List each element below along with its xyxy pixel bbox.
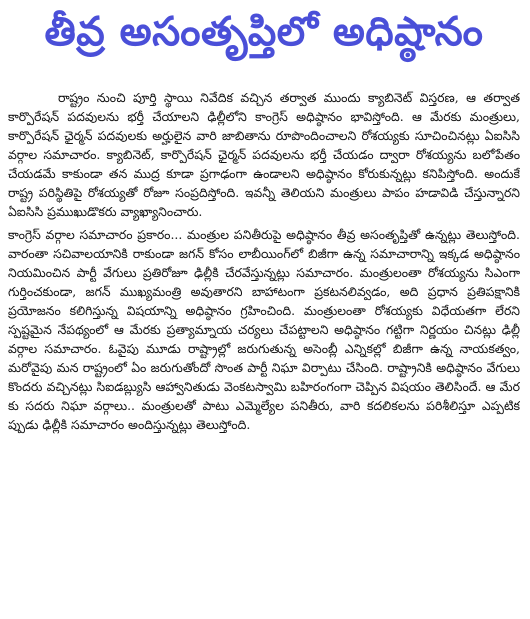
article-paragraph-2: కాంగ్రెస్ వర్గాల సమాచారం ప్రకారం... మంత్రుల పనితీరుపై అధిష్ఠానం తీవ్ర అసంతృప్తితో ఉన్నట్లు తెలుస్తోంది. వారంతా సచివాలయానికి రాకుండా జగన్ కోసం లాబీయింగ్‌లో బిజీగా ఉన్న సమాచారాన్ని ఇక్కడ అధిష్ఠానం నియమించిన పార్టీ వేగులు ప్రతిరోజూ ఢిల్లీకి చేరవేస్తున్నట్లు సమాచారం. మంత్రులంతా రోశయ్యను సిఎంగా గుర్తించకుండా, జగన్ ముఖ్యమంత్రి అవుతారని బాహాటంగా ప్రకటనలివ్వడం, అది ప్రధాన ప్రతిపక్షానికి ప్రయోజనం కలిగిస్తున్న విషయాన్ని అధిష్ఠానం గ్రహించింది. మంత్రులంతా రోశయ్యకు విధేయతగా లేరని స్పష్టమైన నేపథ్యంలో ఆ మేరకు ప్రత్యామ్నాయ చర్యలు చేపట్టాలని అధిష్ఠానం గట్టిగా నిర్ణయం చినట్లు ఢిల్లీ వర్గాల సమాచారం. ఓవైపు మూడు రాష్ట్రాల్లో జరుగుతున్న అసెంబ్లీ ఎన్నికల్లో బిజీగా ఉన్న నాయకత్వం, మరోవైపు మన రాష్ట్రంలో ఏం జరుగుతోందో సొంత పార్టీ నిఘా విర్పాటు చేసింది. రాష్ట్రానికి అధిష్ఠానం వేగులు కొందరు వచ్చినట్లు సిఐడబ్ల్యుసి ఆహ్వానితుడు వెంకటస్వామి బహిరంగంగా చెప్పిన విషయం తెలిసిందే. ఆ మేర కు సదరు నిఘా వర్గాలు.. మంత్రులతో పాటు ఎమ్మెల్యేల పనితీరు, వారి కదలికలను పరిశీలిస్తూ ఎప్పటిక ప్పుడు ఢిల్లీకి సమాచారం అందిస్తున్నట్లు తెలుస్తోంది. xyxy=(8,227,520,432)
article-body xyxy=(8,88,520,438)
article-headline: తీవ్ర అసంతృప్తిలో అధిష్ఠానం xyxy=(44,9,484,55)
article-paragraph-1: రాష్ట్రం నుంచి పూర్తి స్థాయి నివేదిక వచ్చిన తర్వాత ముందు క్యాబినెట్ విస్తరణ, ఆ తర్వాత కార్పొరేషన్ పదవులను భర్తీ చేయాలని ఢిల్లీలోని కాంగ్రెస్ అధిష్ఠానం భావిస్తోంది. ఆ మేరకు మంత్రులు, కార్పొరేషన్ ఛైర్మన్ పదవులకు అర్హులైన వారి జాబితాను రూపొందించాలని రోశయ్యకు సూచించినట్లు ఏఐసిసి వర్గాల సమాచారం. క్యాబినెట్, కార్పొరేషన్ ఛైర్మన్ పదవులను భర్తీ చేయడం ద్వారా రోశయ్యను బలోపేతం చేయడమే కాకుండా తన ముద్ర కూడా ప్రగాఢంగా ఉండాలని అధిష్ఠానం కోరుకున్నట్లు కనిపిస్తోంది. అందుకే రాష్ట్ర పరిస్థితిపై రోశయ్యతో రోజూ సంప్రదిస్తోంది. ఇవన్నీ తెలియని మంత్రులు పాపం హడావిడి చేస్తున్నారని ఏఐసిసి ప్రముఖుడొకరు వ్యాఖ్యానించారు. xyxy=(8,90,520,219)
